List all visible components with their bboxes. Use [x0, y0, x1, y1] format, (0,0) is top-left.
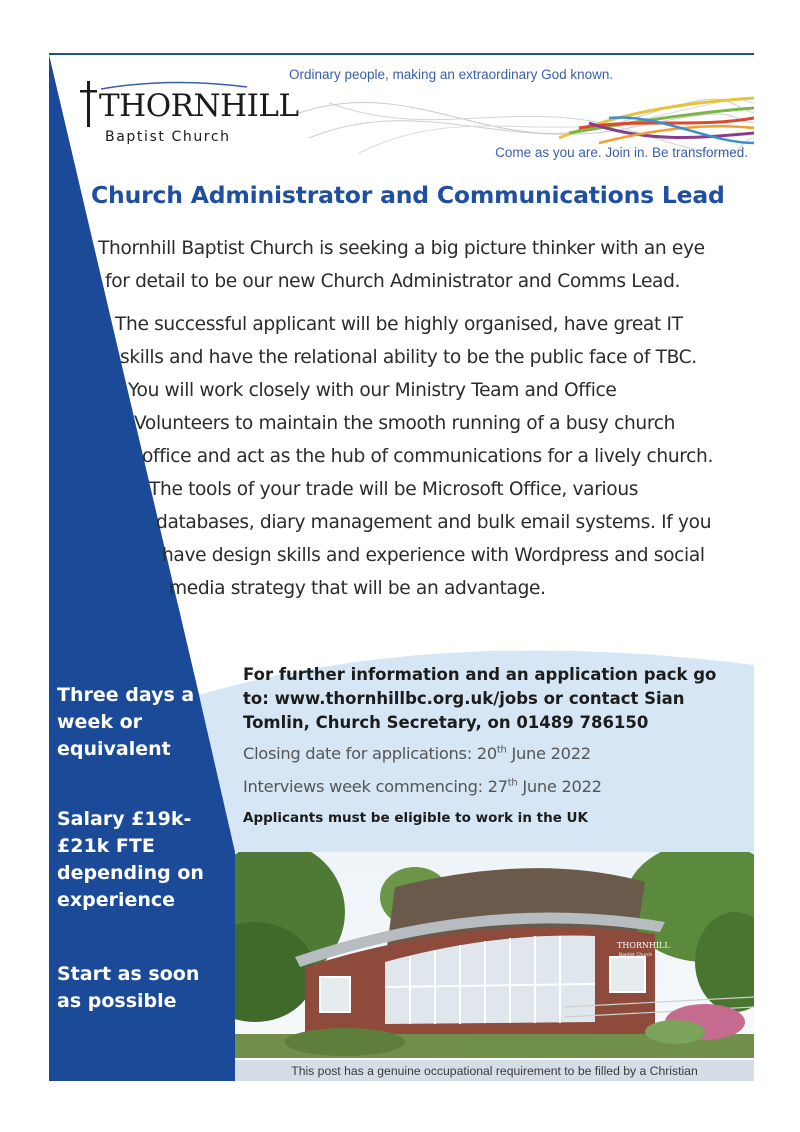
photo-sign-subtitle: Baptist Church	[619, 953, 653, 958]
description-line: have design skills and experience with Wordpress and social	[162, 545, 705, 566]
interview-date	[243, 777, 602, 796]
church-logo[interactable]	[69, 79, 299, 149]
interview-date-sup: th	[507, 777, 518, 789]
cross-icon	[77, 81, 101, 129]
contact-line: to: www.thornhillbc.org.uk/jobs or contact Sian	[243, 689, 685, 708]
description-line: Volunteers to maintain the smooth running of a busy church	[134, 413, 676, 434]
tagline-bottom: Come as you are. Join in. Be transformed.	[495, 145, 748, 160]
eligibility-note: Applicants must be eligible to work in the UK	[243, 810, 588, 826]
photo-sign-name: THORNHILL	[617, 941, 670, 950]
closing-date-sup: th	[496, 744, 507, 756]
sidebar-start: Start as soon as possible	[57, 963, 200, 1012]
sidebar-days: Three days a week or equivalent	[57, 684, 195, 760]
interview-date-prefix: Interviews week commencing: 27	[243, 777, 508, 796]
description-line: media strategy that will be an advantage.	[169, 578, 546, 599]
contact-line: Tomlin, Church Secretary, on 01489 786150	[243, 713, 649, 732]
description-line: office and act as the hub of communications for a lively church.	[142, 446, 714, 467]
description-line: databases, diary management and bulk email systems. If you	[156, 512, 712, 533]
job-title: Church Administrator and Communications Lead	[91, 181, 725, 209]
interview-date-suffix: June 2022	[517, 777, 602, 796]
contact-line: For further information and an application pack go	[243, 665, 717, 684]
tagline-top: Ordinary people, making an extraordinary God known.	[289, 67, 614, 82]
logo-subtitle: Baptist Church	[105, 129, 231, 145]
description-line: skills and have the relational ability to be the public face of TBC.	[120, 347, 697, 368]
closing-date	[243, 744, 591, 763]
closing-date-prefix: Closing date for applications: 20	[243, 744, 497, 763]
church-building-photo	[235, 852, 754, 1058]
logo-swoosh-icon	[99, 81, 249, 91]
sidebar-salary: Salary £19k-£21k FTE depending on experience	[57, 808, 204, 911]
description-line: The successful applicant will be highly organised, have great IT	[115, 314, 683, 335]
intro-line: Thornhill Baptist Church is seeking a big picture thinker with an eye	[98, 238, 705, 259]
logo-name: THORNHILL	[99, 88, 299, 124]
footer-note: This post has a genuine occupational requirement to be filled by a Christian	[235, 1060, 754, 1081]
job-advert-page	[49, 53, 754, 1081]
description-line: You will work closely with our Ministry Team and Office	[128, 380, 617, 401]
closing-date-suffix: June 2022	[506, 744, 591, 763]
description-line: The tools of your trade will be Microsoft Office, various	[149, 479, 639, 500]
intro-line: for detail to be our new Church Administrator and Comms Lead.	[105, 271, 681, 292]
